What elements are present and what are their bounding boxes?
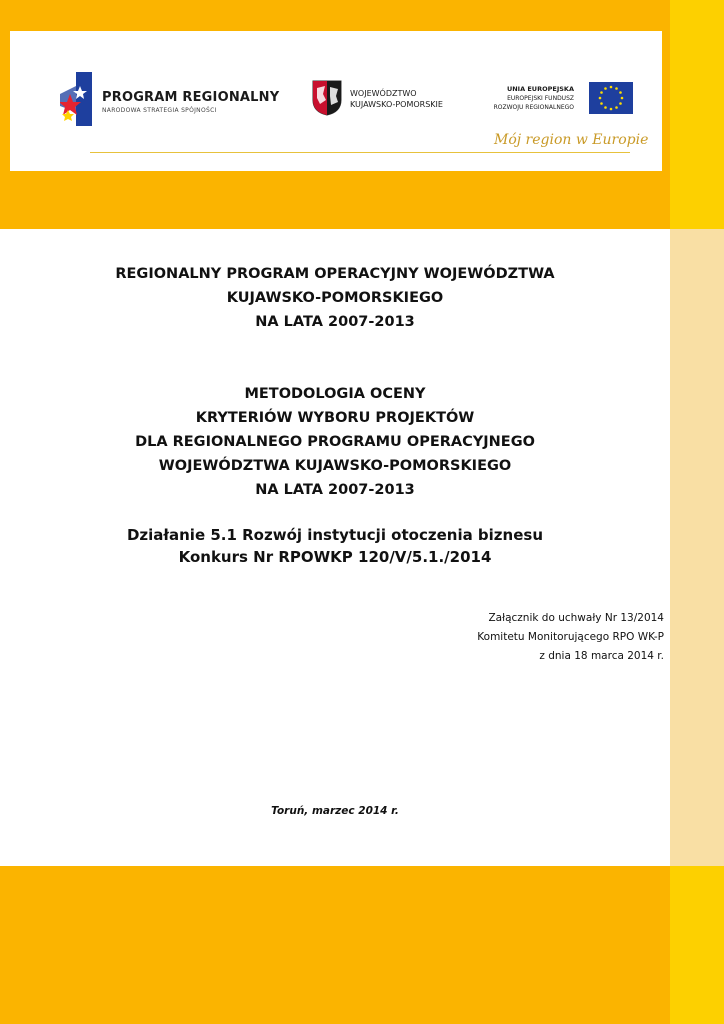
slogan: Mój region w Europie bbox=[494, 132, 649, 148]
program-regionalny-title: PROGRAM REGIONALNY bbox=[102, 90, 280, 105]
program-title-line: NA LATA 2007-2013 bbox=[255, 314, 415, 330]
side-strip-bottom bbox=[670, 866, 724, 1024]
methodology-title-line: WOJEWÓDZTWA KUJAWSKO-POMORSKIEGO bbox=[158, 458, 512, 474]
annex-line: z dnia 18 marca 2014 r. bbox=[539, 650, 664, 662]
annex-note bbox=[477, 609, 664, 666]
eu-flag-icon bbox=[589, 82, 633, 114]
eu-text bbox=[494, 84, 574, 112]
coat-of-arms-icon bbox=[312, 80, 342, 116]
program-regionalny-subtitle: NARODOWA STRATEGIA SPÓJNOŚCI bbox=[102, 107, 217, 114]
wojewodztwo-line1: WOJEWÓDZTWO bbox=[350, 89, 417, 98]
program-title bbox=[0, 262, 670, 334]
methodology-title-line: KRYTERIÓW WYBORU PROJEKTÓW bbox=[195, 410, 475, 426]
side-strip-top bbox=[670, 0, 724, 229]
program-title-line: REGIONALNY PROGRAM OPERACYJNY WOJEWÓDZTWA bbox=[115, 266, 555, 282]
wojewodztwo-logo bbox=[312, 80, 462, 120]
methodology-title-line: NA LATA 2007-2013 bbox=[255, 482, 415, 498]
action-title bbox=[0, 524, 670, 568]
eu-line3: ROZWOJU REGIONALNEGO bbox=[493, 104, 574, 111]
action-line: Działanie 5.1 Rozwój instytucji otoczenia biznesu bbox=[126, 526, 543, 544]
annex-line: Załącznik do uchwały Nr 13/2014 bbox=[488, 612, 664, 624]
methodology-title-line: METODOLOGIA OCENY bbox=[244, 386, 426, 402]
wojewodztwo-line2: KUJAWSKO-POMORSKIE bbox=[350, 100, 443, 109]
methodology-title bbox=[0, 382, 670, 502]
program-regionalny-mark-icon bbox=[60, 72, 92, 126]
eu-line2: EUROPEJSKI FUNDUSZ bbox=[507, 95, 574, 102]
logo-divider bbox=[90, 152, 630, 153]
eu-logo bbox=[484, 80, 634, 120]
program-title-line: KUJAWSKO-POMORSKIEGO bbox=[226, 290, 444, 306]
program-regionalny-logo bbox=[60, 72, 280, 128]
methodology-title-line: DLA REGIONALNEGO PROGRAMU OPERACYJNEGO bbox=[135, 434, 535, 450]
place-date: Toruń, marzec 2014 r. bbox=[271, 805, 399, 817]
eu-line1: UNIA EUROPEJSKA bbox=[506, 85, 574, 93]
annex-line: Komitetu Monitorującego RPO WK-P bbox=[477, 631, 664, 643]
footer-band bbox=[0, 866, 670, 1024]
contest-line: Konkurs Nr RPOWKP 120/V/5.1./2014 bbox=[178, 548, 492, 566]
